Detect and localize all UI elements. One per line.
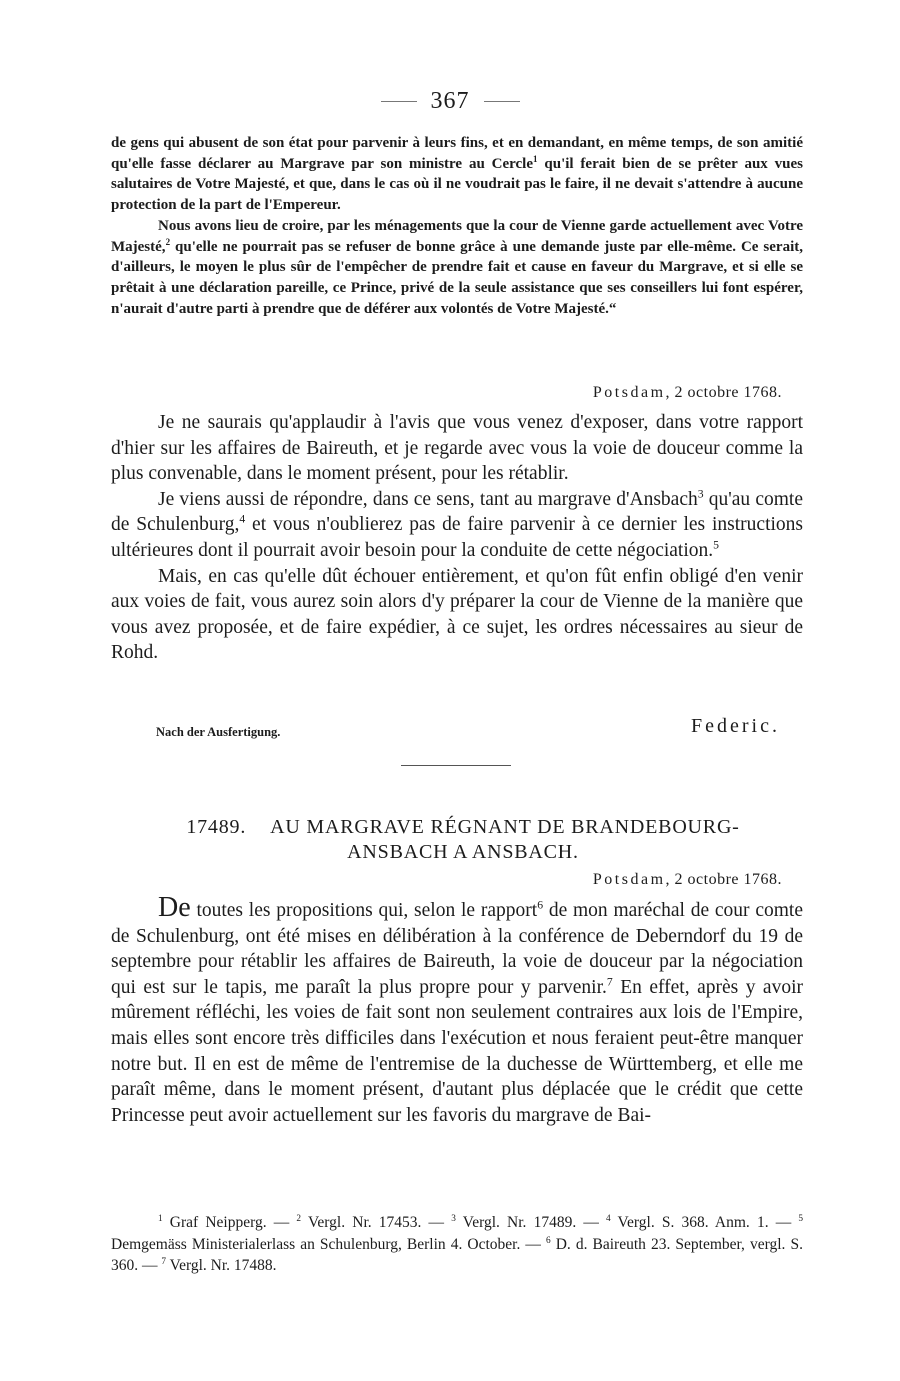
- letter-text: qu'au comte de Schulenburg,: [111, 488, 803, 536]
- letter-text: toutes les propositions qui, selon le rapport: [190, 900, 538, 921]
- footnotes: [111, 1212, 803, 1277]
- signature: Federic.: [691, 715, 780, 737]
- footnote-ref: 3: [697, 487, 704, 501]
- quote-text: de gens qui abusent de son état pour parvenir à leurs fins, et en demandant, en même temps, de son amitié qu'elle fasse déclarer au Margrave par son ministre au Cercle: [111, 135, 803, 172]
- quote-text: qu'elle ne pourrait pas se refuser de bonne grâce à une demande juste par elle-même. Ce serait, d'ailleurs, le moyen le plus sûr de l'empêcher de prendre fait et cause en faveur du Margrave, et si elle se prêtait à une déclaration pareille, ce Prince, privé de la seule assistance que ses conseillers lui font espérer, n'aurait d'autre parti à prendre que de déférer aux volontés de Votre Majesté.“: [111, 238, 803, 317]
- letter-text: Je viens aussi de répondre, dans ce sens, tant au margrave d'Ansbach: [158, 488, 698, 510]
- footnote-mark: 5: [798, 1213, 804, 1224]
- dateline-1: [593, 384, 782, 402]
- footnote-text: Graf Neipperg. —: [162, 1214, 297, 1231]
- footnote-text: Vergl. Nr. 17489. —: [455, 1214, 607, 1231]
- footnote-mark: 4: [606, 1213, 611, 1224]
- document-number: 17489.: [186, 816, 247, 838]
- footnote-mark: 7: [161, 1256, 167, 1267]
- footnote-text: D. d. Baireuth 23. September, vergl. S. 360. —: [111, 1235, 803, 1274]
- footnote-text: Vergl. S. 368. Anm. 1. —: [610, 1214, 799, 1231]
- quote-text: qu'il ferait bien de se prêter aux vues salutaires de Votre Majesté, et que, dans le cas où il ne voudrait pas le faire, il ne devait s'attendre à aucune protection de la part de l'Empereur.: [111, 155, 803, 214]
- heading-title-2: ANSBACH A ANSBACH.: [347, 841, 579, 863]
- dateline-place: Potsdam: [592, 871, 666, 888]
- heading-line-1: [143, 815, 783, 840]
- footnote-block: [111, 1212, 803, 1277]
- section-divider: [401, 765, 511, 766]
- footnote-mark: 3: [451, 1213, 456, 1224]
- footnote-mark: 6: [545, 1235, 551, 1246]
- footnote-text: Vergl. Nr. 17488.: [166, 1257, 277, 1274]
- initial-letters: De: [158, 892, 191, 923]
- header-rule-left: [381, 101, 417, 102]
- letter-1-body: [111, 410, 803, 666]
- footnote-mark: 1: [158, 1213, 163, 1224]
- letter-1-paragraph-1: Je ne saurais qu'applaudir à l'avis que vous venez d'exposer, dans votre rapport d'hier sur les affaires de Baireuth, et je regarde avec vous la voie de douceur comme la plus convenable, dans le moment présent, pour les rétablir.: [111, 412, 803, 485]
- footnote-ref: 6: [537, 898, 544, 912]
- letter-2-body: [111, 892, 803, 1128]
- footnote-mark: 2: [296, 1213, 302, 1224]
- heading-title-1: AU MARGRAVE RÉGNANT DE BRANDEBOURG-: [270, 816, 740, 838]
- footnote-ref: 2: [165, 236, 171, 247]
- quote-text: Nous avons lieu de croire, par les ménagements que la cour de Vienne garde actuellement avec Votre Majesté,: [111, 217, 803, 255]
- quote-paragraph-1: [111, 133, 803, 216]
- quote-paragraph-2: [111, 216, 803, 320]
- footnote-ref: 7: [606, 975, 613, 989]
- letter-text: et vous n'oublierez pas de faire parvenir à ce dernier les instructions ultérieures dont il pourrait avoir besoin pour la conduite de cette négociation.: [111, 514, 803, 561]
- letter-text: En effet, après y avoir mûrement réfléchi, les voies de fait sont non seulement contraires aux lois de l'Empire, mais elles sont encore très difficiles dans l'exécution et nous feraient peut-être manquer notre but. Il en est de même de l'entremise de la duchesse de Württemberg, et elle me paraît même, dans le moment présent, d'autant plus déplacée que le crédit que cette Princesse peut avoir actuellement sur les favoris du margrave de Bai-: [111, 976, 803, 1126]
- letter-text: de mon maréchal de cour comte de Schulenburg, ont été mises en délibération à la conférence de Deberndorf du 19 de septembre pour rétablir les affaires de Baireuth, la voie de douceur par la négociation qui est sur le tapis, me paraît la plus propre pour y parvenir.: [111, 900, 803, 998]
- letter-1-paragraph-2: [111, 487, 803, 564]
- dateline-2: [593, 871, 782, 889]
- letter-2-paragraph: [111, 892, 803, 1128]
- quoted-report: [111, 133, 803, 319]
- header-rule-right: [484, 101, 520, 102]
- dateline-date: , 2 octobre 1768.: [665, 384, 782, 401]
- document-heading: [143, 815, 783, 865]
- source-note: Nach der Ausfertigung.: [156, 725, 281, 739]
- footnote-text: Vergl. Nr. 17453. —: [301, 1214, 452, 1231]
- footnote-text: Demgemäss Ministerialerlass an Schulenburg, Berlin 4. October. —: [111, 1235, 546, 1253]
- page-header: [0, 86, 900, 116]
- footnote-ref: 4: [239, 512, 246, 526]
- footnote-ref: 1: [533, 153, 538, 164]
- letter-1-paragraph-3: Mais, en cas qu'elle dût échouer entièrement, et qu'on fût enfin obligé d'en venir aux voies de fait, vous aurez soin alors d'y préparer la cour de Vienne de la manière que vous avez proposée, et de faire expédier, à ce sujet, les ordres nécessaires au sieur de Rohd.: [111, 565, 803, 664]
- dateline-date: , 2 octobre 1768.: [665, 871, 782, 888]
- footnote-ref: 5: [713, 538, 719, 552]
- dateline-place: Potsdam: [592, 384, 666, 401]
- page-number: 367: [430, 87, 470, 114]
